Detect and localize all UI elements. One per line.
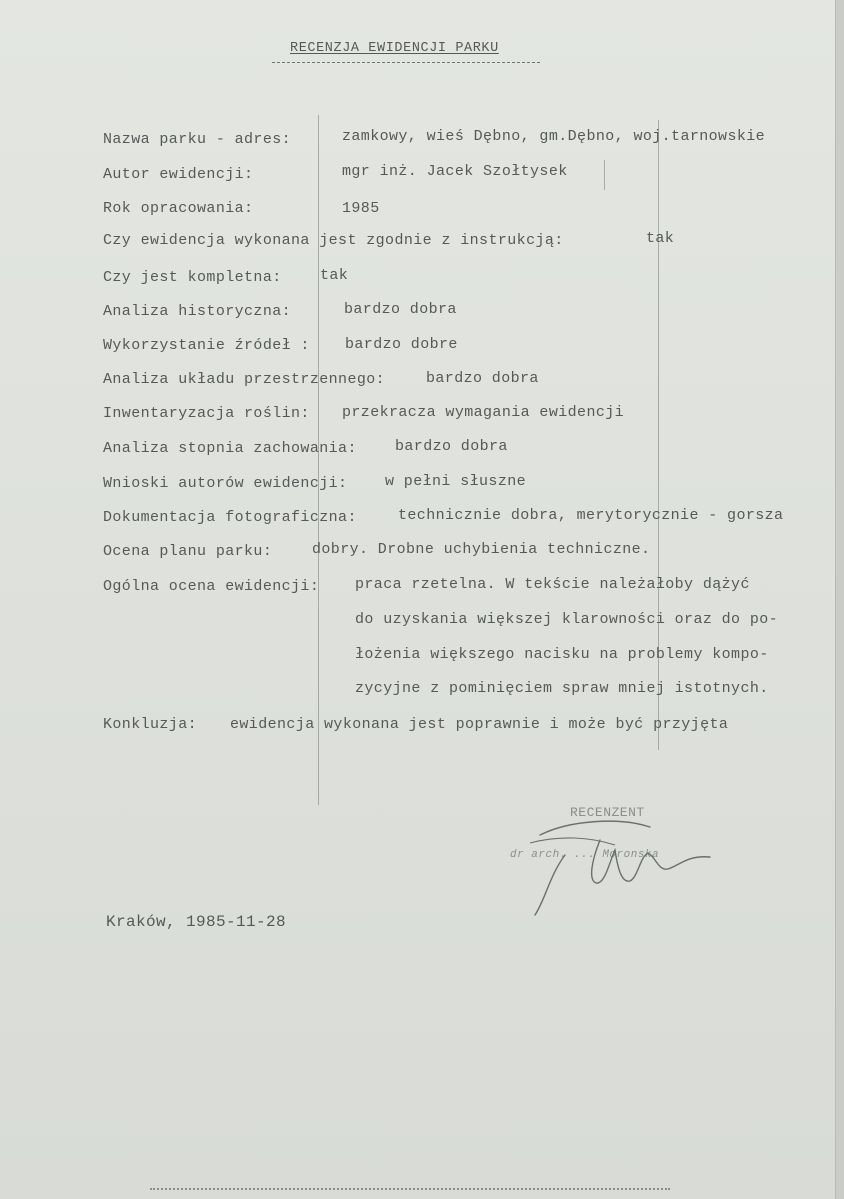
field-label-spatial-analysis: Analiza układu przestrzennego: (103, 371, 386, 388)
field-value-preservation: bardzo dobra (395, 438, 508, 455)
assessment-continuation-line: do uzyskania większej klarowności oraz do po- (355, 611, 779, 628)
field-label-completeness: Czy jest kompletna: (103, 269, 282, 286)
scan-line (318, 115, 319, 805)
stamp-text-reviewer: RECENZENT (570, 805, 645, 820)
field-value-author: mgr inż. Jacek Szołtysek (342, 163, 568, 180)
field-label-author: Autor ewidencji: (103, 166, 254, 183)
field-label-preservation: Analiza stopnia zachowania: (103, 440, 357, 457)
handwritten-signature (510, 805, 740, 925)
document-title: RECENZJA EWIDENCJI PARKU (290, 41, 499, 56)
reviewer-stamp-signature (510, 805, 740, 925)
field-label-photo-documentation: Dokumentacja fotograficzna: (103, 509, 357, 526)
field-label-year: Rok opracowania: (103, 200, 254, 217)
title-underline (272, 62, 540, 63)
field-value-park-name: zamkowy, wieś Dębno, gm.Dębno, woj.tarnowskie (342, 128, 766, 145)
field-label-sources: Wykorzystanie źródeł : (103, 337, 310, 354)
field-value-photo-documentation: technicznie dobra, merytorycznie - gorsza (398, 507, 784, 524)
scan-line (604, 160, 605, 190)
assessment-continuation-line: zycyjne z pominięciem spraw mniej istotnych. (355, 680, 769, 697)
field-label-compliance: Czy ewidencja wykonana jest zgodnie z instrukcją: (103, 232, 564, 249)
scan-edge-strip (150, 1188, 670, 1193)
conclusion-value: ewidencja wykonana jest poprawnie i może być przyjęta (230, 716, 729, 733)
field-label-historical-analysis: Analiza historyczna: (103, 303, 292, 320)
field-value-spatial-analysis: bardzo dobra (426, 370, 539, 387)
field-label-park-plan: Ocena planu parku: (103, 543, 273, 560)
field-label-park-name: Nazwa parku - adres: (103, 131, 292, 148)
field-value-plant-inventory: przekracza wymagania ewidencji (342, 404, 625, 421)
place-date: Kraków, 1985-11-28 (106, 913, 287, 931)
field-value-historical-analysis: bardzo dobra (344, 301, 457, 318)
field-value-sources: bardzo dobre (345, 336, 458, 353)
field-label-plant-inventory: Inwentaryzacja roślin: (103, 405, 310, 422)
field-value-overall-assessment: praca rzetelna. W tekście należałoby dążyć (355, 576, 750, 593)
stamp-text-name: dr arch. ... Moronska (510, 849, 660, 861)
field-label-conclusions: Wnioski autorów ewidencji: (103, 475, 348, 492)
page-edge (835, 0, 844, 1199)
field-value-compliance: tak (646, 230, 675, 247)
assessment-continuation-line: łożenia większego nacisku na problemy kompo- (355, 646, 769, 663)
field-value-completeness: tak (320, 267, 349, 284)
conclusion-label: Konkluzja: (103, 716, 198, 733)
field-label-overall-assessment: Ogólna ocena ewidencji: (103, 578, 320, 595)
field-value-year: 1985 (342, 200, 380, 217)
field-value-park-plan: dobry. Drobne uchybienia techniczne. (312, 541, 651, 558)
field-value-conclusions: w pełni słuszne (385, 473, 527, 490)
